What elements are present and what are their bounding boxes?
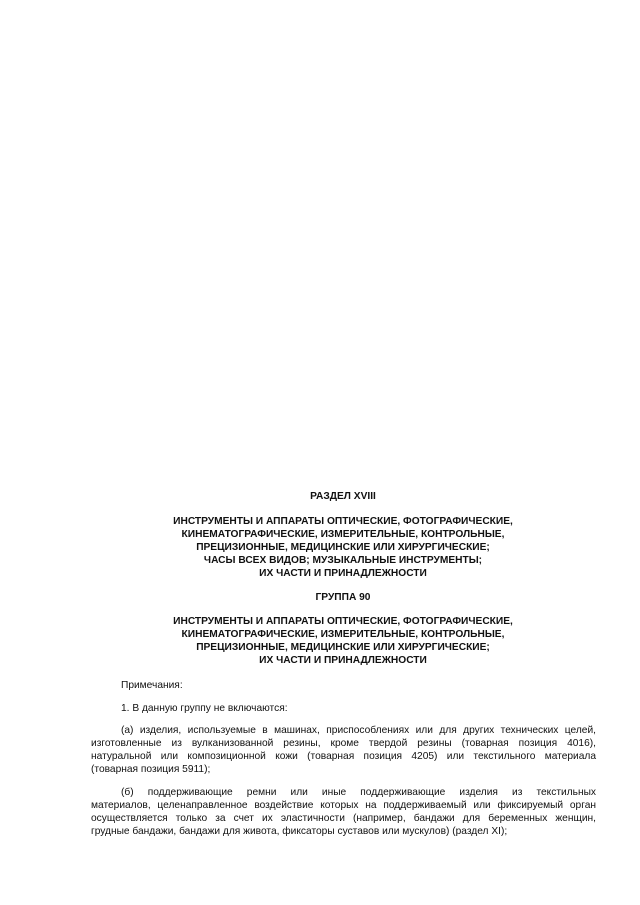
section-heading	[90, 515, 596, 580]
note-item-b-line: осуществляется только за счет их эластичности (например, бандажи для беременных женщин,	[91, 812, 596, 824]
section-heading-line: ИНСТРУМЕНТЫ И АППАРАТЫ ОПТИЧЕСКИЕ, ФОТОГРАФИЧЕСКИЕ,	[173, 516, 513, 527]
note-item-b-line: грудные бандажи, бандажи для живота, фиксаторы суставов или мускулов) (раздел XI);	[91, 825, 508, 837]
section-title-text: РАЗДЕЛ XVIII	[310, 491, 376, 502]
notes-label-text: Примечания:	[121, 680, 183, 691]
note-item-b	[91, 787, 596, 839]
note-1	[91, 703, 596, 716]
section-title	[90, 490, 596, 503]
note-item-b-line: материалов, целенаправленное воздействие которых на поддерживаемый или фиксируемый орган	[91, 799, 596, 811]
notes-label	[91, 680, 596, 693]
note-item-a-line: изготовленные из вулканизованной резины, кроме твердой резины (товарная позиция 4016),	[91, 737, 596, 749]
group-heading-line: ПРЕЦИЗИОННЫЕ, МЕДИЦИНСКИЕ ИЛИ ХИРУРГИЧЕСКИЕ;	[196, 642, 490, 653]
section-heading-line: ПРЕЦИЗИОННЫЕ, МЕДИЦИНСКИЕ ИЛИ ХИРУРГИЧЕСКИЕ;	[196, 542, 490, 553]
section-heading-line: КИНЕМАТОГРАФИЧЕСКИЕ, ИЗМЕРИТЕЛЬНЫЕ, КОНТРОЛЬНЫЕ,	[181, 529, 505, 540]
note-item-b-line: (б) поддерживающие ремни или иные поддерживающие изделия из текстильных	[121, 787, 596, 798]
note-item-a-line: (товарная позиция 5911);	[91, 763, 211, 775]
section-heading-line: ИХ ЧАСТИ И ПРИНАДЛЕЖНОСТИ	[259, 568, 427, 579]
section-heading-line: ЧАСЫ ВСЕХ ВИДОВ; МУЗЫКАЛЬНЫЕ ИНСТРУМЕНТЫ;	[203, 555, 483, 566]
group-heading	[90, 615, 596, 667]
note-item-a-line: (а) изделия, используемые в машинах, приспособлениях или для других технических целей,	[121, 725, 596, 736]
note-item-a	[91, 725, 596, 777]
note-1-text: 1. В данную группу не включаются:	[121, 703, 288, 714]
group-heading-line: КИНЕМАТОГРАФИЧЕСКИЕ, ИЗМЕРИТЕЛЬНЫЕ, КОНТРОЛЬНЫЕ,	[181, 629, 505, 640]
note-item-a-line: натуральной или композиционной кожи (товарная позиция 4205) или текстильного материала	[91, 750, 596, 762]
group-title	[90, 591, 596, 604]
group-heading-line: ИХ ЧАСТИ И ПРИНАДЛЕЖНОСТИ	[259, 655, 427, 666]
group-title-text: ГРУППА 90	[315, 592, 371, 603]
group-heading-line: ИНСТРУМЕНТЫ И АППАРАТЫ ОПТИЧЕСКИЕ, ФОТОГРАФИЧЕСКИЕ,	[173, 616, 513, 627]
